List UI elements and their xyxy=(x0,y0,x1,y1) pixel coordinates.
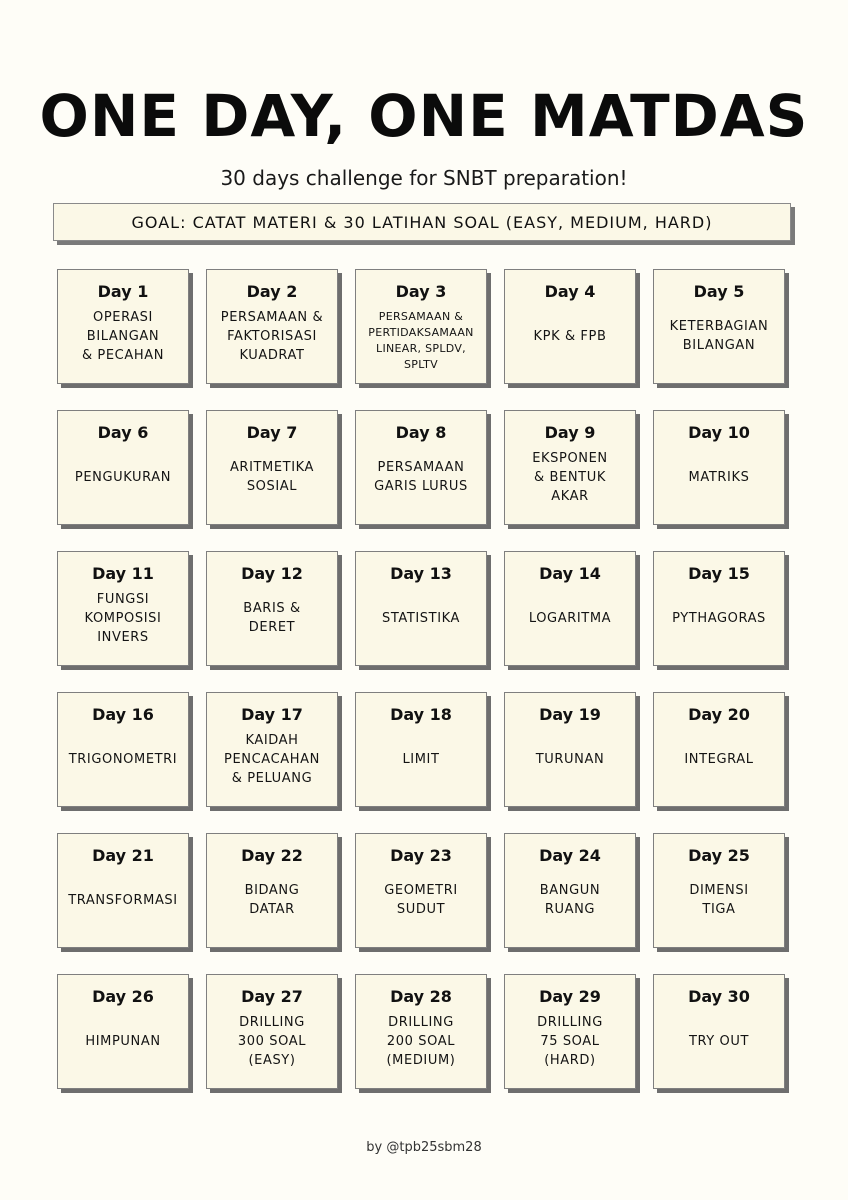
day-card xyxy=(57,974,189,1089)
day-card xyxy=(355,551,487,666)
day-topic: DRILLING 300 SOAL (EASY) xyxy=(237,1014,307,1068)
day-topic: EKSPONEN & BENTUK AKAR xyxy=(532,450,608,504)
day-label: Day 14 xyxy=(539,564,601,583)
day-card xyxy=(206,410,338,525)
day-topic: TURUNAN xyxy=(535,751,605,767)
day-card xyxy=(355,974,487,1089)
day-topic: PERSAMAAN & FAKTORISASI KUADRAT xyxy=(220,309,324,363)
day-label: Day 1 xyxy=(97,282,149,301)
day-card xyxy=(57,692,189,807)
day-topic: OPERASI BILANGAN & PECAHAN xyxy=(81,309,165,363)
day-topic: TRIGONOMETRI xyxy=(68,751,178,767)
day-topic: TRY OUT xyxy=(688,1033,750,1049)
day-label: Day 22 xyxy=(241,846,303,865)
footer-credit: by @tpb25sbm28 xyxy=(366,1140,482,1155)
day-label: Day 9 xyxy=(544,423,596,442)
day-card xyxy=(355,692,487,807)
day-card xyxy=(653,410,785,525)
day-topic: MATRIKS xyxy=(688,469,750,485)
day-topic: DRILLING 75 SOAL (HARD) xyxy=(537,1014,603,1068)
day-label: Day 5 xyxy=(693,282,745,301)
day-label: Day 12 xyxy=(241,564,303,583)
day-card xyxy=(57,410,189,525)
day-topic: DRILLING 200 SOAL (MEDIUM) xyxy=(386,1014,456,1068)
day-topic: BIDANG DATAR xyxy=(244,883,300,917)
day-topic: TRANSFORMASI xyxy=(68,892,178,908)
day-label: Day 13 xyxy=(390,564,452,583)
day-label: Day 6 xyxy=(97,423,149,442)
day-card xyxy=(504,551,636,666)
day-card xyxy=(504,410,636,525)
day-topic: KAIDAH PENCACAHAN & PELUANG xyxy=(224,732,320,786)
day-label: Day 29 xyxy=(539,987,601,1006)
day-label: Day 11 xyxy=(92,564,154,583)
day-topic: DIMENSI TIGA xyxy=(689,883,749,917)
day-card xyxy=(504,692,636,807)
day-topic: LIMIT xyxy=(402,751,440,767)
day-card xyxy=(653,833,785,948)
day-topic: KPK & FPB xyxy=(533,328,607,344)
day-card xyxy=(653,974,785,1089)
day-topic: BARIS & DERET xyxy=(243,601,301,635)
goal-banner: GOAL: CATAT MATERI & 30 LATIHAN SOAL (EASY, MEDIUM, HARD) xyxy=(53,203,791,241)
day-card xyxy=(57,551,189,666)
day-label: Day 23 xyxy=(390,846,452,865)
day-card xyxy=(653,551,785,666)
day-topic: LOGARITMA xyxy=(528,610,612,626)
day-label: Day 4 xyxy=(544,282,596,301)
day-label: Day 18 xyxy=(390,705,452,724)
day-label: Day 7 xyxy=(246,423,298,442)
day-label: Day 10 xyxy=(688,423,750,442)
day-topic: FUNGSI KOMPOSISI INVERS xyxy=(84,591,162,645)
day-card xyxy=(206,974,338,1089)
day-label: Day 2 xyxy=(246,282,298,301)
day-label: Day 17 xyxy=(241,705,303,724)
page-subtitle: 30 days challenge for SNBT preparation! xyxy=(220,166,628,190)
day-label: Day 21 xyxy=(92,846,154,865)
day-grid xyxy=(57,269,785,1089)
day-topic: STATISTIKA xyxy=(381,610,461,626)
day-label: Day 3 xyxy=(395,282,447,301)
day-label: Day 28 xyxy=(390,987,452,1006)
day-card xyxy=(653,269,785,384)
day-topic: INTEGRAL xyxy=(684,751,754,767)
day-topic: GEOMETRI SUDUT xyxy=(384,883,458,917)
day-label: Day 8 xyxy=(395,423,447,442)
day-label: Day 15 xyxy=(688,564,750,583)
day-topic: PERSAMAAN GARIS LURUS xyxy=(374,460,468,494)
day-topic: KETERBAGIAN BILANGAN xyxy=(669,319,769,353)
day-card xyxy=(504,269,636,384)
day-card xyxy=(206,833,338,948)
day-card xyxy=(57,833,189,948)
day-card xyxy=(206,269,338,384)
day-card xyxy=(504,833,636,948)
day-card xyxy=(57,269,189,384)
day-label: Day 16 xyxy=(92,705,154,724)
day-label: Day 19 xyxy=(539,705,601,724)
day-card xyxy=(653,692,785,807)
page-title: ONE DAY, ONE MATDAS xyxy=(39,82,809,150)
day-card xyxy=(206,692,338,807)
day-topic: PENGUKURAN xyxy=(74,469,172,485)
day-label: Day 20 xyxy=(688,705,750,724)
day-label: Day 26 xyxy=(92,987,154,1006)
day-card xyxy=(504,974,636,1089)
day-label: Day 30 xyxy=(688,987,750,1006)
day-card xyxy=(206,551,338,666)
day-topic: HIMPUNAN xyxy=(85,1033,161,1049)
day-card xyxy=(355,833,487,948)
day-topic: PYTHAGORAS xyxy=(672,610,766,626)
day-topic: ARITMETIKA SOSIAL xyxy=(229,460,315,494)
day-card xyxy=(355,410,487,525)
day-card xyxy=(355,269,487,384)
day-label: Day 27 xyxy=(241,987,303,1006)
day-label: Day 25 xyxy=(688,846,750,865)
day-topic: PERSAMAAN & PERTIDAKSAMAAN LINEAR, SPLDV, SPLTV xyxy=(368,310,474,371)
day-topic: BANGUN RUANG xyxy=(539,883,601,917)
day-label: Day 24 xyxy=(539,846,601,865)
